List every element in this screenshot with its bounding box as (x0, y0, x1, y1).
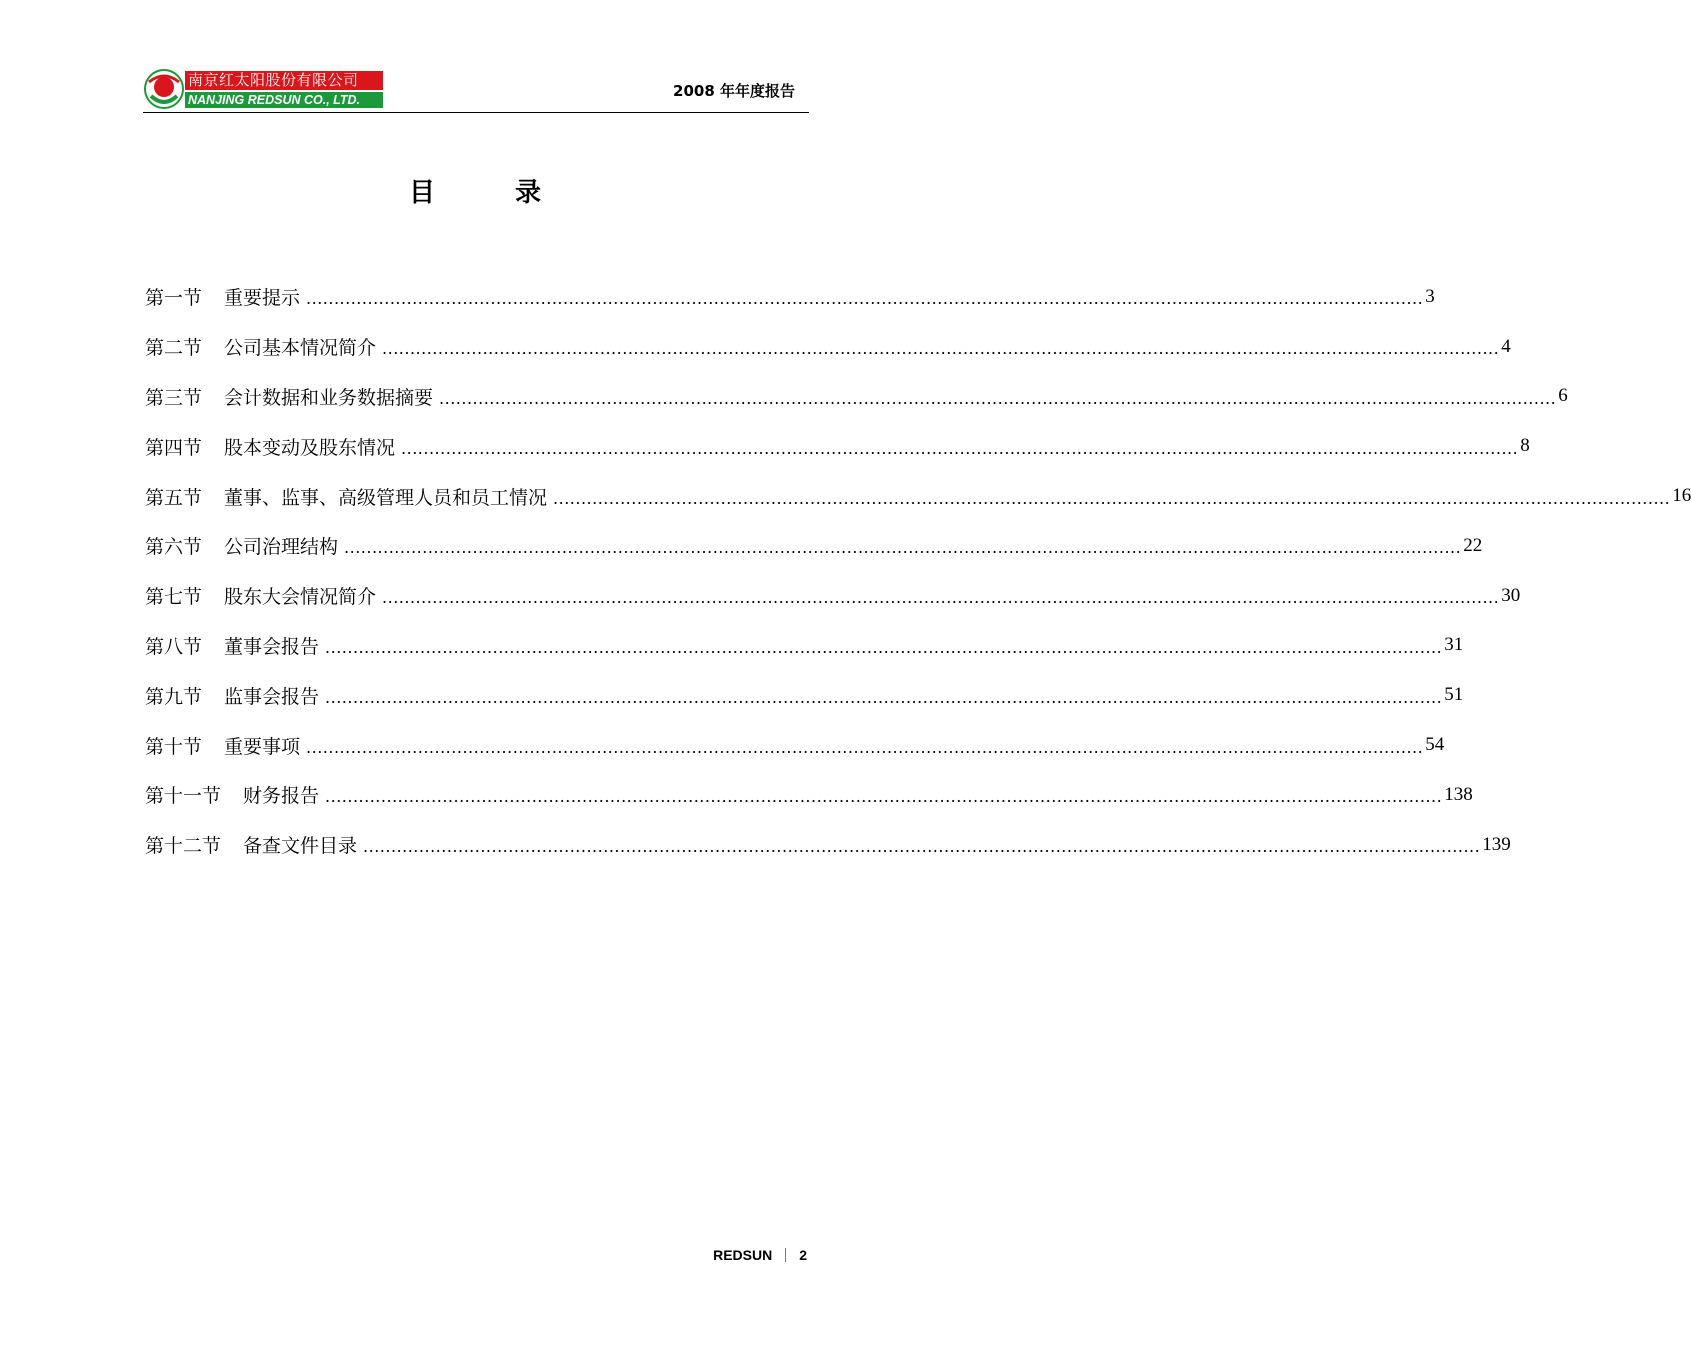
toc-entry[interactable] (145, 272, 1435, 322)
toc-entry[interactable] (145, 670, 1464, 720)
page-header (143, 66, 809, 112)
toc-section-number: 第十二节 (145, 835, 222, 858)
toc-entry[interactable] (145, 372, 1568, 422)
toc-leader-dots: ........................................................................................................................................................................................................ (306, 737, 1424, 757)
toc-page-number: 31 (1444, 634, 1464, 656)
toc-page-number: 138 (1444, 783, 1473, 805)
company-name-cn: 南京红太阳股份有限公司 (185, 71, 383, 90)
toc-leader-dots: ........................................................................................................................................................................................................ (363, 837, 1481, 857)
toc-entry[interactable] (145, 521, 1483, 571)
page-footer (713, 1247, 807, 1263)
toc-section-number: 第八节 (145, 635, 203, 658)
toc-leader-dots: ........................................................................................................................................................................................................ (439, 388, 1557, 408)
toc-section-title: 重要提示 (224, 287, 301, 310)
toc-section-number: 第七节 (145, 586, 203, 609)
toc-entry[interactable] (145, 571, 1521, 621)
toc-page-number: 51 (1444, 684, 1464, 706)
company-logo (143, 68, 383, 110)
toc-section-title: 公司治理结构 (224, 536, 339, 559)
toc-section-title: 财务报告 (243, 785, 320, 808)
toc-page-number: 22 (1463, 534, 1483, 556)
page-title: 目录 (408, 178, 621, 208)
toc-section-number: 第十一节 (145, 785, 222, 808)
toc-section-number: 第三节 (145, 386, 203, 409)
toc-section-title: 股东大会情况简介 (224, 586, 377, 609)
toc-page-number: 8 (1520, 435, 1530, 457)
toc-leader-dots: ........................................................................................................................................................................................................ (325, 787, 1443, 807)
toc-page-number: 54 (1425, 734, 1445, 756)
toc-entry[interactable] (145, 421, 1530, 471)
toc-entry[interactable] (145, 621, 1464, 671)
header-divider (143, 112, 809, 113)
toc-entry[interactable] (145, 770, 1473, 820)
toc-section-number: 第四节 (145, 436, 203, 459)
toc-section-number: 第二节 (145, 337, 203, 360)
toc-section-title: 重要事项 (224, 735, 301, 758)
toc-page-number: 6 (1558, 385, 1568, 407)
toc-section-number: 第五节 (145, 486, 203, 509)
toc-leader-dots: ........................................................................................................................................................................................................ (344, 538, 1462, 558)
toc-page-number: 139 (1482, 833, 1511, 855)
toc-section-number: 第六节 (145, 536, 203, 559)
toc-entry[interactable] (145, 820, 1511, 870)
toc-leader-dots: ........................................................................................................................................................................................................ (306, 289, 1424, 309)
toc-section-title: 公司基本情况简介 (224, 337, 377, 360)
toc-section-title: 股本变动及股东情况 (224, 436, 396, 459)
toc-leader-dots: ........................................................................................................................................................................................................ (325, 637, 1443, 657)
toc-section-number: 第九节 (145, 685, 203, 708)
toc-leader-dots: ........................................................................................................................................................................................................ (382, 588, 1500, 608)
toc-section-title: 董事、监事、高级管理人员和员工情况 (224, 486, 548, 509)
toc-entry[interactable] (145, 322, 1511, 372)
toc-page-number: 16 (1672, 485, 1691, 507)
footer-divider (785, 1248, 786, 1262)
toc-section-title: 备查文件目录 (243, 835, 358, 858)
toc-leader-dots: ........................................................................................................................................................................................................ (553, 488, 1671, 508)
toc-section-title: 会计数据和业务数据摘要 (224, 386, 434, 409)
redsun-emblem-icon (143, 68, 185, 110)
toc-page-number: 30 (1501, 584, 1521, 606)
report-title: 2008 年年度报告 (673, 82, 795, 100)
toc-leader-dots: ........................................................................................................................................................................................................ (401, 438, 1519, 458)
toc-leader-dots: ........................................................................................................................................................................................................ (382, 339, 1500, 359)
toc-section-title: 董事会报告 (224, 635, 320, 658)
toc-entry[interactable] (145, 720, 1445, 770)
toc-entry[interactable] (145, 471, 1691, 521)
toc-section-number: 第十节 (145, 735, 203, 758)
table-of-contents (145, 272, 1691, 870)
toc-page-number: 4 (1501, 335, 1511, 357)
company-name-en: NANJING REDSUN CO., LTD. (185, 92, 383, 108)
page-number: 2 (799, 1247, 807, 1263)
footer-brand: REDSUN (713, 1247, 773, 1263)
toc-section-number: 第一节 (145, 287, 203, 310)
toc-leader-dots: ........................................................................................................................................................................................................ (325, 687, 1443, 707)
toc-page-number: 3 (1425, 285, 1435, 307)
toc-section-title: 监事会报告 (224, 685, 320, 708)
